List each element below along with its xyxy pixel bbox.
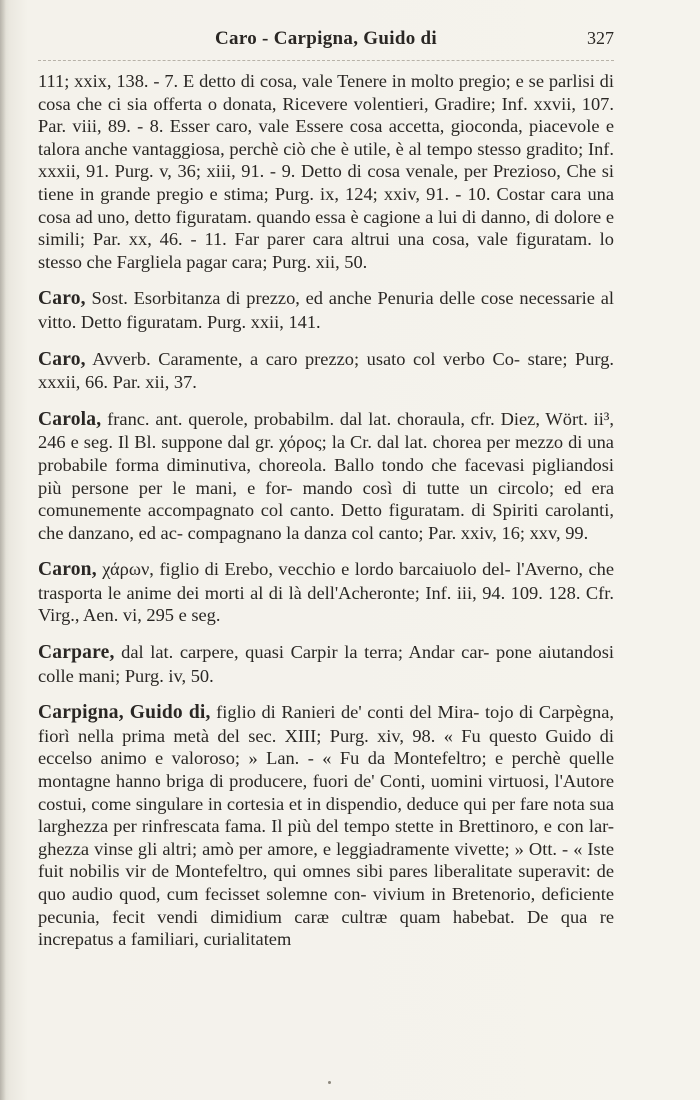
page-body <box>38 70 614 951</box>
running-header <box>38 28 614 58</box>
headword: Caro, <box>38 348 86 370</box>
entry-caro-sost: Caro, Sost. Esorbitanza di prezzo, ed anche Penuria delle cose necessarie al vitto. Detto figuratam. Purg. xxii, 141. <box>38 288 614 332</box>
entry-carpare: Carpare, dal lat. carpere, quasi Carpir la terra; Andar car- pone aiutandosi colle mani; Purg. iv, 50. <box>38 642 614 686</box>
header-title: Caro - Carpigna, Guido di <box>215 28 437 49</box>
entry-caro-avverb: Caro, Avverb. Caramente, a caro prezzo; usato col verbo Co- stare; Purg. xxxii, 66. Par. xii, 37. <box>38 348 614 393</box>
page-speck <box>328 1081 331 1084</box>
headword: Carpare, <box>38 642 115 664</box>
headword: Caro, <box>38 288 86 310</box>
header-rule <box>38 60 614 61</box>
entry-carola: Carola, franc. ant. querole, probabilm. dal lat. choraula, cfr. Diez, Wört. ii³, 246 e seg. Il Bl. suppone dal gr. χόρος; la Cr. dal lat. chorea per mezzo di una probabile forma diminutiva, choreola. Ballo tondo che facevasi pigliandosi più persone per le mani, e for- mando così di tutte un circolo; ed era comunemente accompagnato col canto. Detto figuratam. di Spiriti carolanti, che danzano, ed ac- compagnano la danza col canto; Par. xxiv, 16; xxv, 99. <box>38 408 615 543</box>
entry-carpigna-guido: Carpigna, Guido di, figlio di Ranieri de' conti del Mira- tojo di Carpègna, fiorì nella prima metà del sec. XIII; Purg. xiv, 98. « Fu questo Guido di eccelso animo e valoroso; » Lan. - « Fu da Montefeltro; e perchè quelle montagne hanno briga di producere, fuori de' Conti, uomini virtuosi, l'Autore costui, come singulare in cortesia et in dispendio, deduce qui per fare nota sua larghezza per rinfrescata fama. Il più del tempo stette in Brettinoro, e con lar- ghezza vinse gli altri; amò per amore, e leggiadramente vivette; » Ott. - « Iste fuit nobilis vir de Montefeltro, qui omnes sibi pares liberalitate superavit: de quo audio quod, cum fecisset solemne con- vivium in Bretenorio, deficiente pecunia, fecit vendi dimidium caræ cultræ quam habebat. De qua re increpatus a familiari, curialitatem <box>38 702 614 950</box>
headword: Carola, <box>38 408 102 430</box>
page-number: 327 <box>587 28 614 48</box>
headword: Carpigna, Guido di, <box>38 702 211 724</box>
headword: Caron, <box>38 559 97 581</box>
continuation-paragraph: 111; xxix, 138. - 7. E detto di cosa, vale Tenere in molto pregio; e se parlisi di cosa che ci sia offerta o donata, Ricevere volentieri, Gradire; Inf. xxvii, 107. Par. viii, 89. - 8. Esser caro, vale Essere cosa accetta, gioconda, piacevole e talora anche vantaggiosa, perchè ciò che è utile, è al tempo stesso gradito; Inf. xxxii, 91. Purg. v, 36; xiii, 91. - 9. Detto di cosa venale, per Prezioso, Che si tiene in grande pregio e stima; Purg. ix, 124; xxiv, 91. - 10. Costar cara una cosa ad uno, detto figuratam. quando essa è cagione a lui di danno, di dolore e simili; Par. xx, 46. - 11. Far parer cara altrui una cosa, vale figuratam. lo stesso che Fargliela pagar cara; Purg. xii, 50. <box>38 71 615 272</box>
entry-caron: Caron, χάρων, figlio di Erebo, vecchio e lordo barcaiuolo del- l'Averno, che trasporta le anime dei morti al di là dell'Acheronte; Inf. iii, 94. 109. 128. Cfr. Virg., Aen. vi, 295 e seg. <box>38 559 614 626</box>
binding-edge-shadow <box>0 0 6 1100</box>
